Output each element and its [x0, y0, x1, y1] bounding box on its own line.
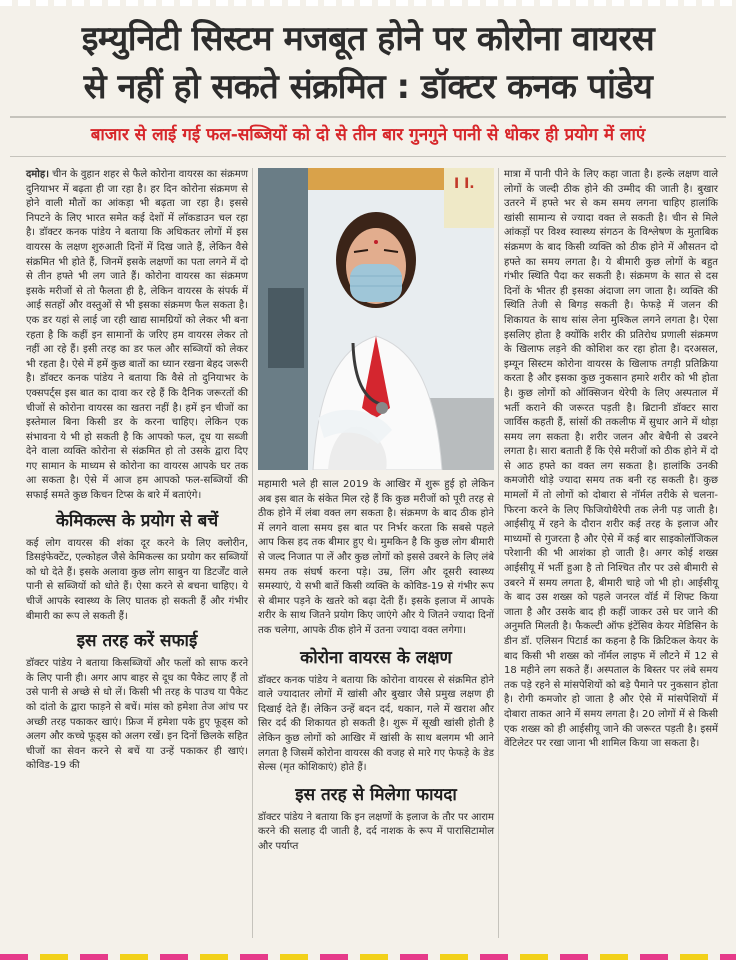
column-3-paragraph-1: मात्रा में पानी पीने के लिए कहा जाता है। हल्के लक्षण वाले लोगों के जल्दी ठीक होने की उम्मीद की जाती है। बुखार उतरने में हफ्ते भर से कम समय लगना चाहिए हालांकि खांसी सामान्य से ज्यादा वक्त ले सकती है। चीन से मिले आंकड़ों पर विश्व स्वास्थ्य संगठन के विश्लेषण के मुताबिक संक्रमण के बाद किसी व्यक्ति को ठीक होने में औसतन दो हफ्ते का समय लगता है। ये बीमारी कुछ लोगों के बहुत गंभीर स्थिति पैदा कर सकती है। संक्रमण के सात से दस दिनों के भीतर ही इसका अंदाजा लग जाता है। व्यक्ति की स्थिति तेजी से बिगड़ सकती है। फेफड़े में जलन की शिकायत के साथ सांस लेना मुश्किल लगने लगता है। ऐसा इसलिए होता है क्योंकि शरीर की प्रतिरोध प्रणाली संक्रमण के खिलाफ लड़ने की कोशिश कर रहा होता है। दरअसल, इम्यून सिस्टम कोरोना वायरस के खिलाफ तगड़ी प्रतिक्रिया करता है और इसका कुछ नुकसान हमारे शरीर को भी होता है। कुछ लोगों को ऑक्सिजन थेरेपी के लिए अस्पताल में भर्ती कराने की जरूरत पड़ती है। ब्रिटानी डॉक्टर सारा जार्विस कहती हैं, सांसों की तकलीफ में सुधार आने में थोड़ा समय लग सकता है। शरीर जलन और बेचैनी से उबरने लगता है। सारा बताती हैं कि ऐसे मरीजों को ठीक होने में दो से आठ हफ्ते का वक्त लग सकता है। हालांकि उनकी कमजोरी थोड़े ज्यादा समय तक बनी रह सकती है। कुछ मामलों में तो लोगों को दोबारा से नॉर्मल तरीके से चलना-फिरना करने के लिए फिजियोथैरेपी तक लेनी पड़ जाती है। आईसीयू में रहने के दौरान शरीर कई तरह के इलाज और माध्यमों से गुजरता है और ऐसे में कई बार साइकोलॉजिकल परेशानी की भी आशंका हो जाती है। अगर कोई शख्स आईसीयू में भर्ती हुआ है तो निश्चित तौर पर उसे बीमारी से उबरने में समय लगता है, बीमारी चाहे जो भी हो। आईसीयू के बाद उस शख्स को पहले जनरल वॉर्ड में शिफ्ट किया जाता है और उसके बाद ही कहीं जाकर उसे घर जाने की अनुमति मिलती है। फैकल्टी ऑफ इंटेंसिव केयर मेडिसिन के डीन डॉ. एलिसन पिटार्ड का कहना है कि क्रिटिकल केयर के बाद किसी भी शख्स को नॉर्मल लाइफ में लौटने में 12 से 18 महीने लग सकते हैं। अस्पताल के बिस्तर पर लंबे समय तक पड़े रहने से मांसपेशियों को बड़े पैमाने पर नुकसान होता है। रोगी कमजोर हो जाता है और ऐसे में मांसपेशियों में दोबारा ताकत आने में समय लगता है। 20 लोगों में से किसी एक शख्स को ही आईसीयू जाने की जरूरत पड़ती है। इसमें वेंटिलेटर पर रखा जाना भी शामिल किया जा सकता है।: [504, 169, 718, 750]
column-1-paragraph-2: कई लोग वायरस की शंका दूर करने के लिए क्लोरीन, डिसइंफेक्टेंट, एल्कोहल जैसे केमिकल्स का प्रयोग कर सब्जियों को धो देते हैं। इसके अलावा कुछ लोग साबुन या डिटर्जेंट वाले पानी से सब्जियों को धोते हैं। ऐसा करने से बचना चाहिए। ये चीजें आपके स्वास्थ्य के लिए घातक हो सकती हैं और गंभीर बीमारी का रूप ले सकती हैं।: [26, 537, 248, 622]
top-perforation: [0, 0, 736, 6]
doctor-illustration: [258, 168, 494, 470]
column-2-paragraph-1: महामारी भले ही साल 2019 के आखिर में शुरू हुई हो लेकिन अब इस बात के संकेत मिल रहे हैं कि कुछ मरीजों को पूरी तरह से ठीक होने में लंबा वक्त लग सकता है। संक्रमण के बाद ठीक होने में लगने वाला समय इस बात पर निर्भर करता कि सबसे पहले आप किस हद तक बीमार हुए थे। मुमकिन है कि कुछ लोग बीमारी से जल्द निजात पा लें और कुछ लोगों को इससे उबरने के लिए लंबे समय तक संघर्ष करना पड़े। उम्र, लिंग और दूसरी स्वास्थ्य समस्याएं, ये सभी बातें किसी व्यक्ति के कोविड-19 से गंभीर रूप से बीमार पड़ने के खतरे को बढ़ा देती हैं। इसके इलाज में आपके शरीर के साथ जितने प्रयोग किए जाएंगे और ये जितने ज्यादा दिनों तक चलेगा, आपके ठीक होने में उतना ज्यादा वक्त लगेगा।: [258, 479, 494, 636]
section-heading-benefit: इस तरह से मिलेगा फायदा: [295, 784, 457, 805]
article-column-1: [26, 168, 248, 774]
headline-line-2: से नहीं हो सकते संक्रमित : डॉक्टर कनक पांडेय: [83, 67, 653, 107]
article-column-3: [504, 168, 718, 752]
column-divider-2: [498, 168, 499, 938]
article-column-2: [258, 478, 494, 854]
subheadline: बाजार से लाई गई फल-सब्जियों को दो से तीन बार गुनगुने पानी से धोकर ही प्रयोग में लाएं: [90, 125, 646, 145]
subheadline-rule: [10, 156, 726, 157]
column-1-paragraph-1: चीन के वुहान शहर से फैले कोरोना वायरस का संक्रमण दुनियाभर में बढ़ता ही जा रहा है। हर दिन कोरोना संक्रमण से होने वाली मौतों का आंकड़ा भी बढ़ता जा रहा है। इससे निपटने के लिए भारत समेत कई देशों में लॉकडाउन चल रहा है। डॉक्टर कनक पांडेय ने बताया कि अधिकतर लोगों में इस वायरस के लक्षण शुरुआती दिनों में दिख जाते हैं, लेकिन वैसे संक्रमित भी होते हैं, जिनमें इसके लक्षणों का पता लगने में दो से तीन हफ्ते भी लग जाते हैं। कोरोना वायरस का संक्रमण इसके मरीजों से तो फैलता ही है, लेकिन वायरस के संपर्क में आई सतहों और वस्तुओं से भी इसका संक्रमण फैल सकता है। एक डर यहां से लाई जा रही खाद्य सामग्रियों को लेकर भी बना रहता है कि कहीं इन सामानों के जरिए हम वायरस लेकर तो नहीं आ रहे हैं। इसी तरह का डर फल और सब्जियों को लेकर भी रहता है। ऐसे में हमें कुछ बातों का ध्यान रखना बेहद जरूरी है। डॉक्टर कनक पांडेय ने बताया कि वैसे तो दुनियाभर के एक्सपर्ट्स इस बात का दावा कर रहे हैं कि दैनिक जरूरतों की चीजों से कोरोना वायरस का खतरा नहीं है। हमें इन चीजों का इस्तेमाल बिना किसी डर के करना चाहिए। लेकिन एक संभावना ये भी हो सकती है कि आपको फल, दूध या सब्जी देने वाला व्यक्ति कोरोना से संक्रमित हो तो उसके द्वारा दिए गए सामान के माध्यम से कोरोना का वायरस आपके घर तक आ सकता है। ऐसे में आज हम आपको फल-सब्जियों की सफाई समते कुछ किचन टिप्स के बारे में बताएंगे।: [26, 169, 248, 502]
column-2-paragraph-3: डॉक्टर पांडेय ने बताया कि इन लक्षणों के इलाज के तौर पर आराम करने की सलाह दी जाती है, दर्द नाशक के रूप में पारासिटामोल और पर्याप्त: [258, 811, 494, 852]
bottom-color-bar: [0, 954, 736, 960]
headline-rule: [10, 116, 726, 118]
dateline: दमोह।: [26, 169, 49, 180]
column-divider-1: [252, 168, 253, 938]
column-2-paragraph-2: डॉक्टर कनक पांडेय ने बताया कि कोरोना वायरस से संक्रमित होने वाले ज्यादातर लोगों में खांसी और बुखार जैसे प्रमुख लक्षण ही दिखाई देते हैं। लेकिन उन्हें बदन दर्द, थकान, गले में खराश और सिर दर्द की शिकायत हो सकती है। शुरू में सूखी खांसी होती है लेकिन कुछ लोगों को आखिर में खांसी के साथ बलगम भी आने लगता है जिसमें कोरोना वायरस की वजह से मारे गए फेफड़े के डेड सेल्स (मृत कोशिकाएं) होते हैं।: [258, 674, 494, 774]
section-heading-symptoms: कोरोना वायरस के लक्षण: [300, 647, 452, 668]
headline-line-1: इम्युनिटी सिस्टम मजबूत होने पर कोरोना वायरस: [81, 19, 655, 59]
section-heading-chemicals: केमिकल्स के प्रयोग से बचें: [55, 510, 219, 531]
doctor-photo: [258, 168, 494, 470]
section-heading-cleaning: इस तरह करें सफाई: [76, 631, 198, 652]
photo-sign-text: I I.: [454, 176, 475, 192]
column-1-paragraph-3: डॉक्टर पांडेय ने बताया किसब्जियों और फलों को साफ करने के लिए पानी ही। अगर आप बाहर से दूध का पैकेट लाए हैं तो उसे पानी से अच्छे से धो लें। किसी भी तरह के पाउच या पैकेट को दांतो के द्वारा फाड़ने से बचें। मांस को हमेशा तेज आंच पर अच्छी तरह पकाकर खाएं। फ्रिज में हमेशा पके हुए फूड्स को अलग और कच्चे फूड्स को अलग रखें। इन दिनों छिलके सहित चीजों का सेवन करने से बचें या उन्हें पकाकर ही खाएं। कोविड-19 की: [26, 658, 248, 772]
